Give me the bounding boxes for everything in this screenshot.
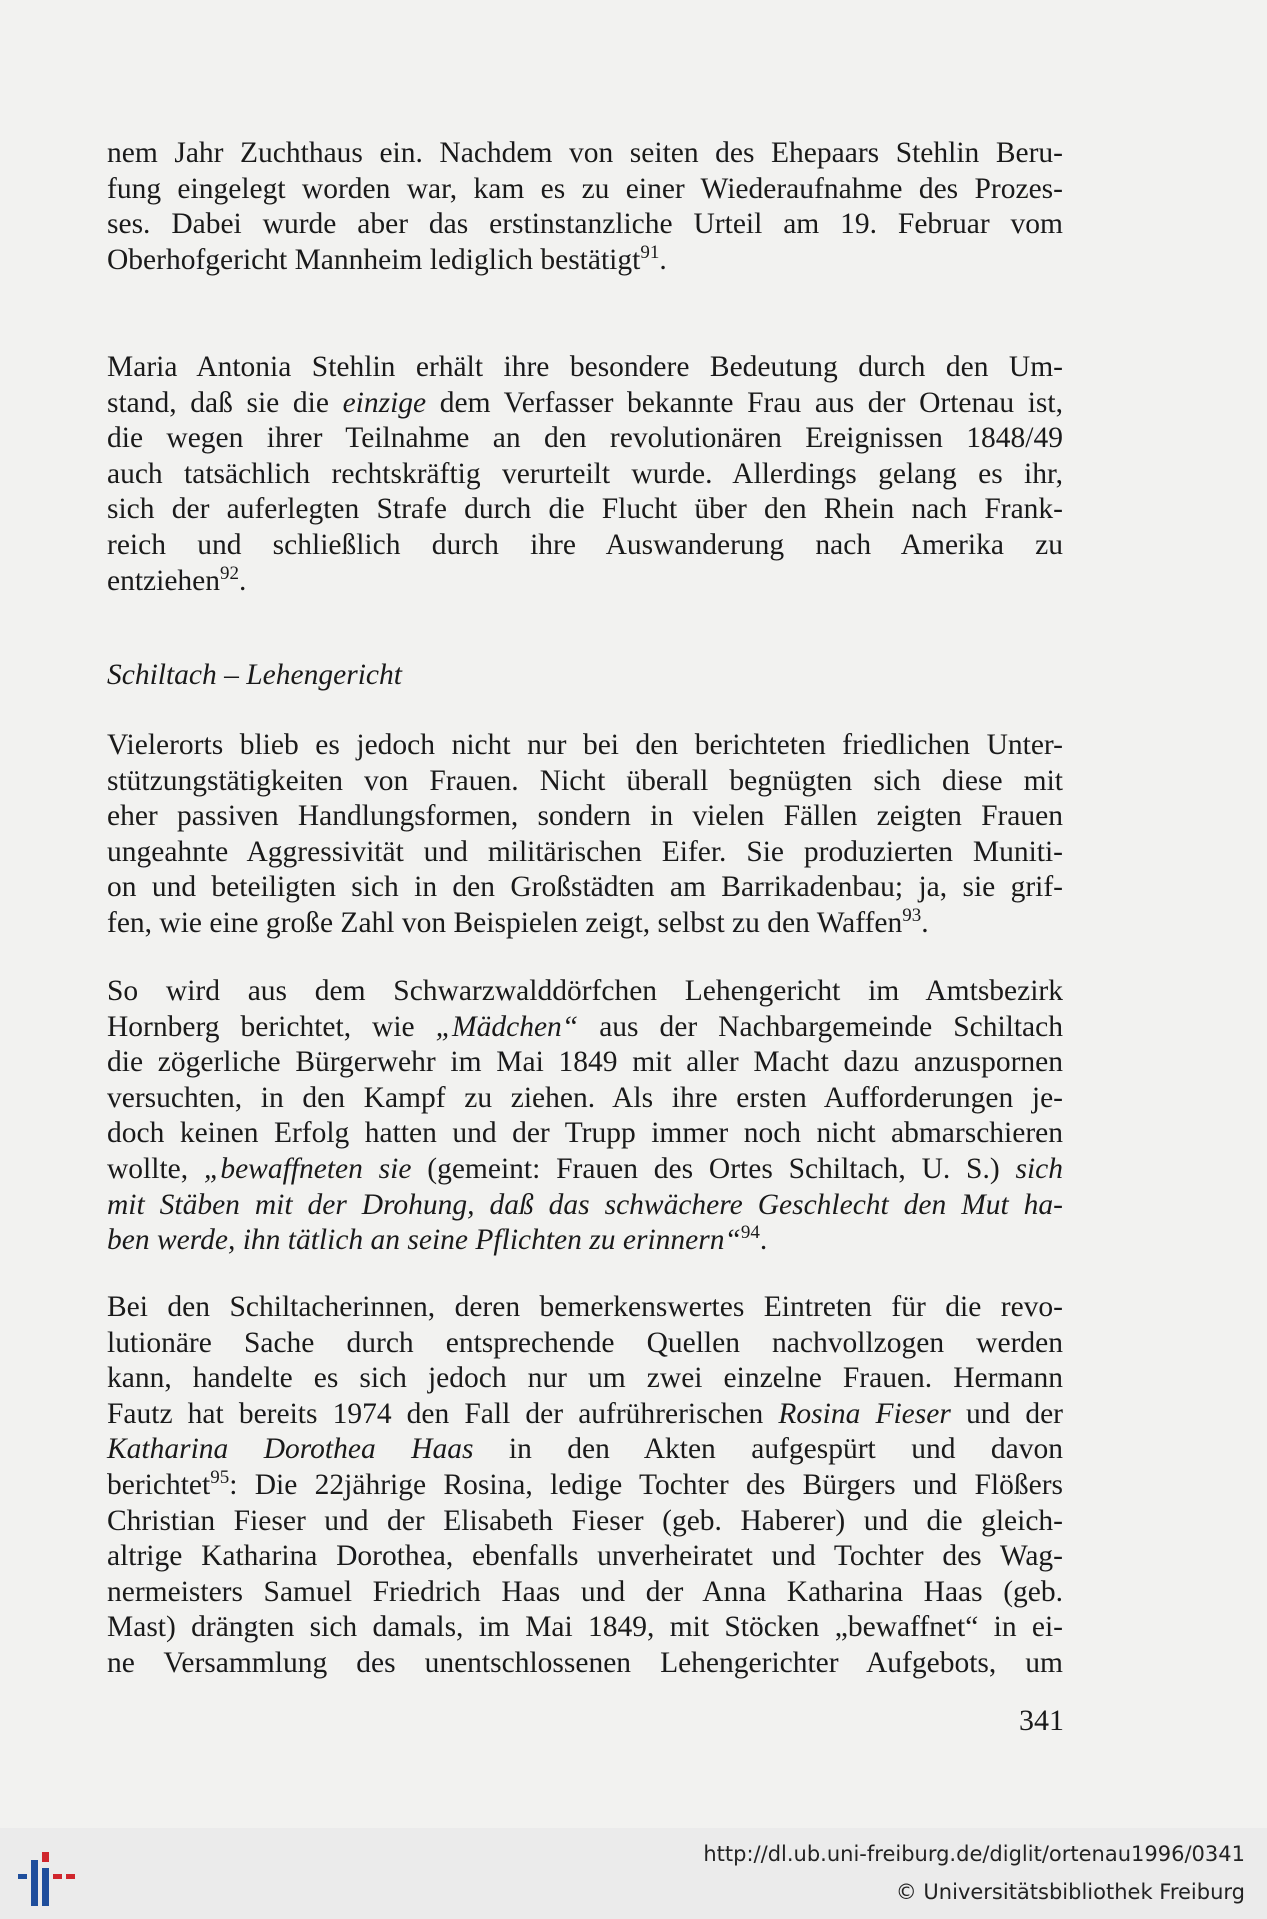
text-line: kann, handelte es sich jedoch nur um zwei einzelne Frauen. Hermann	[107, 1362, 1063, 1395]
text-line: Hornberg berichtet, wie „Mädchen“ aus der Nachbargemeinde Schiltach	[107, 1010, 1063, 1043]
text-line: Fautz hat bereits 1974 den Fall der aufrührerischen Rosina Fieser und der	[107, 1397, 1063, 1430]
footnote-ref[interactable]: 91	[640, 241, 660, 263]
text-line: reich und schließlich durch ihre Auswanderung nach Amerika zu	[107, 528, 1063, 561]
text-line: nem Jahr Zuchthaus ein. Nachdem von seiten des Ehepaars Stehlin Beru-	[107, 137, 1063, 169]
paragraph-2	[107, 350, 1063, 599]
footnote-ref[interactable]: 93	[902, 905, 922, 927]
text-line: altrige Katharina Dorothea, ebenfalls unverheiratet und Tochter des Wag-	[107, 1540, 1063, 1573]
text-line: Mast) drängten sich damals, im Mai 1849, mit Stöcken „bewaffnet“ in ei-	[107, 1611, 1063, 1644]
text-line: fung eingelegt worden war, kam es zu einer Wiederaufnahme des Prozes-	[107, 172, 1063, 205]
text-line: stand, daß sie die einzige dem Verfasser bekannte Frau aus der Ortenau ist,	[107, 386, 1063, 419]
text-line: stützungstätigkeiten von Frauen. Nicht überall begnügten sich diese mit	[107, 764, 1063, 797]
text-line: Maria Antonia Stehlin erhält ihre besondere Bedeutung durch den Um-	[107, 351, 1063, 383]
text-line: on und beteiligten sich in den Großstädten am Barrikadenbau; ja, sie grif-	[107, 871, 1063, 904]
source-url-link[interactable]: http://dl.ub.uni-freiburg.de/diglit/ortenau1996/0341	[703, 1842, 1245, 1866]
text-line: ben werde, ihn tätlich an seine Pflichten zu erinnern“$^{94}$.	[107, 1222, 768, 1257]
text-line: Christian Fieser und der Elisabeth Fieser (geb. Haberer) und die gleich-	[107, 1504, 1063, 1537]
footer-bar	[0, 1828, 1267, 1919]
copyright-notice: © Universitätsbibliothek Freiburg	[895, 1880, 1245, 1904]
text-line: berichtet$^{95}$: Die 22jährige Rosina, ledige Tochter des Bürgers und Flößers	[107, 1467, 1063, 1501]
text-line: ne Versammlung des unentschlossenen Lehengerichter Aufgebots, um	[107, 1646, 1063, 1679]
text-line: eher passiven Handlungsformen, sondern in vielen Fällen zeigten Frauen	[107, 800, 1063, 833]
footnote-ref[interactable]: 94	[740, 1222, 760, 1244]
text-line: auch tatsächlich rechtskräftig verurteilt wurde. Allerdings gelang es ihr,	[107, 457, 1063, 490]
text-line: mit Stäben mit der Drohung, daß das schwächere Geschlecht den Mut ha-	[107, 1188, 1063, 1221]
footnote-ref[interactable]: 92	[220, 562, 240, 584]
text-line: die wegen ihrer Teilnahme an den revolutionären Ereignissen 1848/49	[107, 422, 1063, 455]
text-line: ses. Dabei wurde aber das erstinstanzliche Urteil am 19. Februar vom	[107, 208, 1063, 241]
text-line: nermeisters Samuel Friedrich Haas und der Anna Katharina Haas (geb.	[107, 1575, 1063, 1608]
page-number: 341	[1019, 1704, 1064, 1737]
text-line: fen, wie eine große Zahl von Beispielen zeigt, selbst zu den Waffen$^{93}$.	[107, 905, 929, 939]
paragraph-3	[107, 728, 1063, 942]
paragraph-1	[107, 136, 1063, 278]
text-line: Bei den Schiltacherinnen, deren bemerkenswertes Eintreten für die revo-	[107, 1291, 1063, 1323]
text-line: Oberhofgericht Mannheim lediglich bestätigt$^{91}$.	[107, 241, 667, 276]
text-line: versuchten, in den Kampf zu ziehen. Als ihre ersten Aufforderungen je-	[107, 1081, 1063, 1114]
text-line: Katharina Dorothea Haas in den Akten aufgespürt und davon	[107, 1433, 1063, 1466]
paragraph-5	[107, 1290, 1063, 1682]
footnote-ref[interactable]: 95	[210, 1467, 230, 1489]
text-line: sich der auferlegten Strafe durch die Flucht über den Rhein nach Frank-	[107, 493, 1063, 526]
section-heading: Schiltach – Lehengericht	[107, 659, 402, 691]
text-line: Vielerorts blieb es jedoch nicht nur bei den berichteten friedlichen Unter-	[107, 729, 1063, 761]
ub-freiburg-logo-icon	[14, 1846, 78, 1910]
text-line: ungeahnte Aggressivität und militärischen Eifer. Sie produzierten Muniti-	[107, 835, 1063, 868]
text-line: lutionäre Sache durch entsprechende Quellen nachvollzogen werden	[107, 1326, 1063, 1359]
paragraph-4	[107, 974, 1063, 1259]
text-line: entziehen$^{92}$.	[107, 562, 247, 597]
text-line: doch keinen Erfolg hatten und der Trupp immer noch nicht abmarschieren	[107, 1117, 1063, 1150]
text-line: die zögerliche Bürgerwehr im Mai 1849 mit aller Macht dazu anzuspornen	[107, 1046, 1063, 1079]
text-line: wollte, „bewaffneten sie (gemeint: Frauen des Ortes Schiltach, U. S.) sich	[107, 1152, 1063, 1185]
text-line: So wird aus dem Schwarzwalddörfchen Lehengericht im Amtsbezirk	[107, 975, 1063, 1007]
